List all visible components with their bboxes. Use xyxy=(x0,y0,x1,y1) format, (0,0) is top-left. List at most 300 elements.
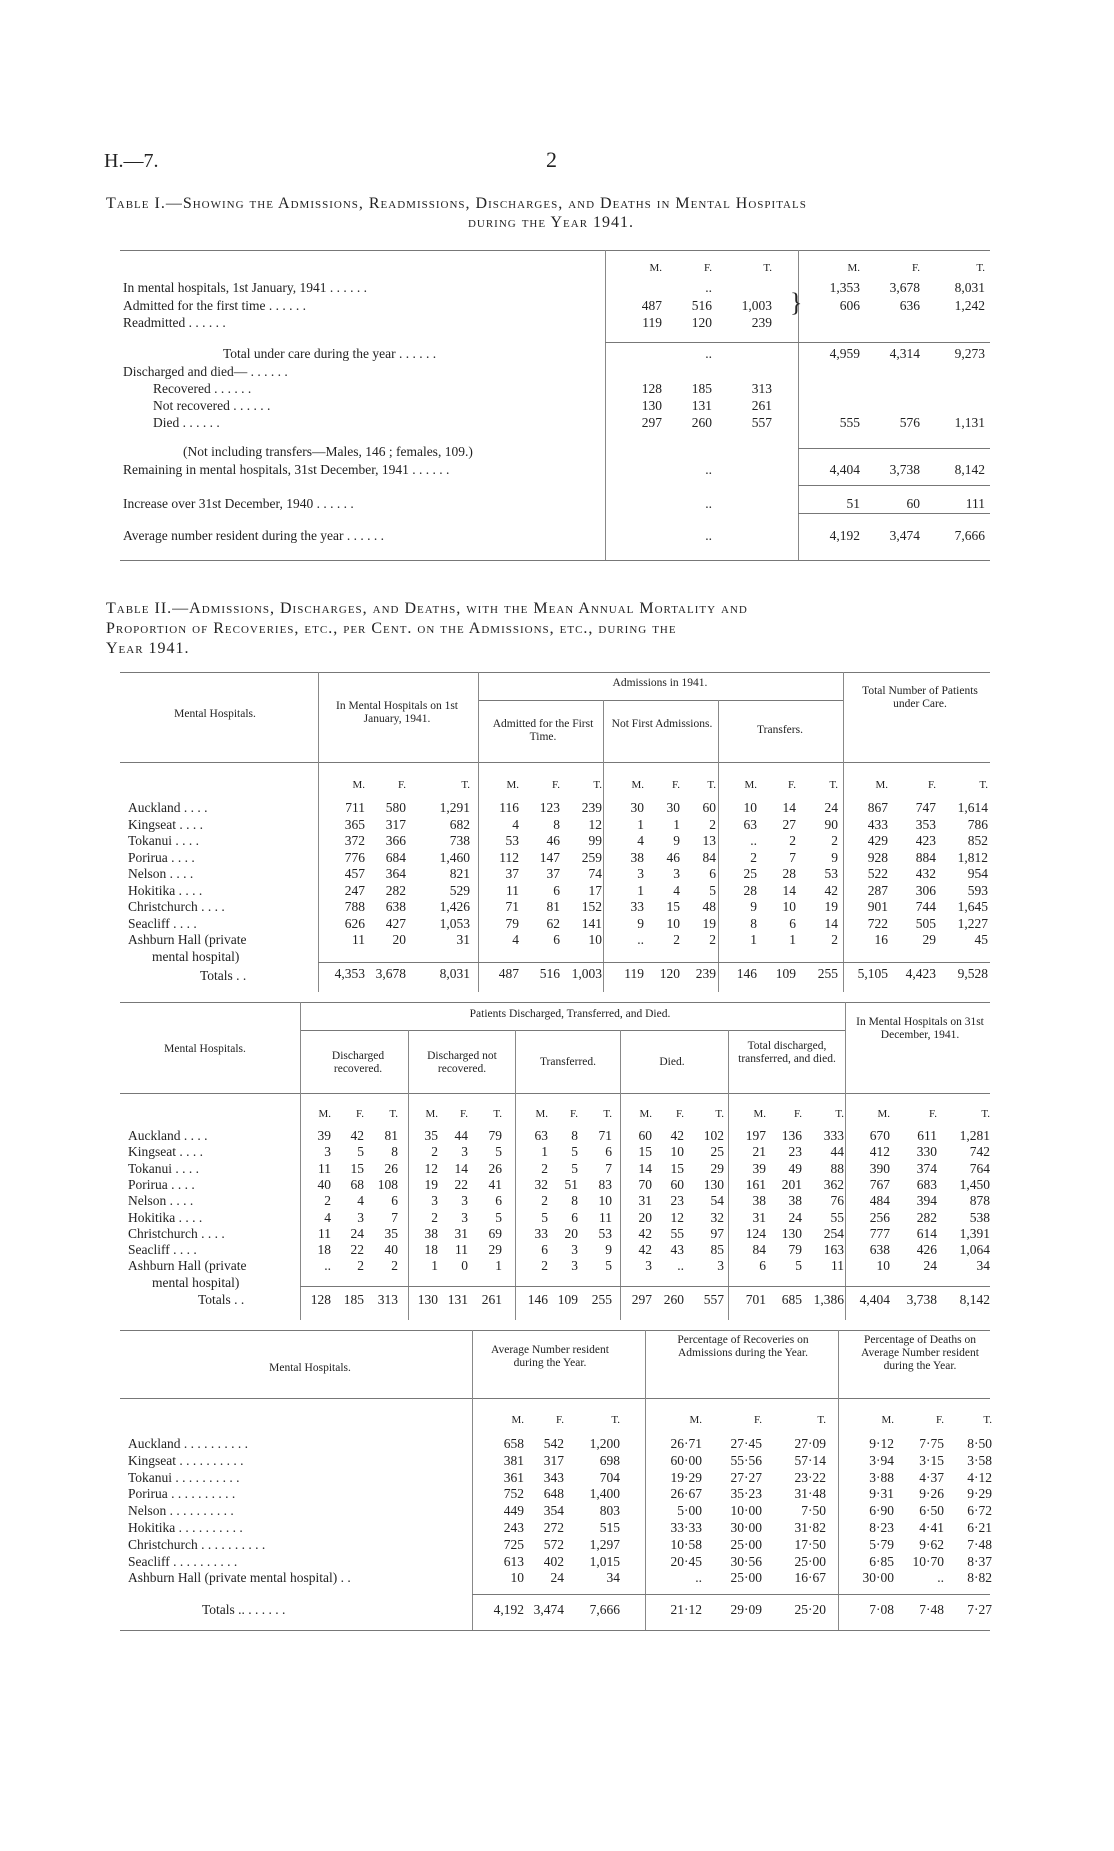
p2-total-cell: 130 xyxy=(417,1292,438,1307)
p2-cell: 11 xyxy=(455,1242,468,1258)
p2-cell: 3 xyxy=(461,1193,468,1209)
p1-cell: 684 xyxy=(385,849,406,865)
p2-cell: 54 xyxy=(710,1193,724,1209)
p1-cell: 4 xyxy=(512,816,519,832)
p2-cell: 130 xyxy=(781,1225,802,1241)
p1-head-notfirst: Not First Admissions. xyxy=(611,718,713,730)
p2-mft: T. xyxy=(389,1108,398,1120)
p1-cell: 884 xyxy=(915,849,936,865)
p2-cell: 19 xyxy=(424,1176,438,1192)
p2-mft: F. xyxy=(929,1108,937,1120)
p2-cell: 5 xyxy=(495,1209,502,1225)
p1-cell: 427 xyxy=(385,915,406,931)
p1-cell: 10 xyxy=(666,915,680,931)
p2-cell: 23 xyxy=(788,1144,802,1160)
p1-mft: M. xyxy=(631,779,644,791)
p2-cell: 742 xyxy=(969,1144,990,1160)
table2-title-3: Year 1941. xyxy=(106,640,190,657)
p1-cell: 2 xyxy=(750,849,757,865)
p1-cell: 10 xyxy=(743,800,757,815)
p1-cell: 48 xyxy=(702,899,716,914)
table1-row-label: Discharged and died— . . . . . . xyxy=(123,364,288,379)
p2-total-cell: 701 xyxy=(745,1292,766,1307)
p3-cell: 613 xyxy=(503,1553,524,1569)
p2-cell: 3 xyxy=(431,1193,438,1209)
p1-cell: 353 xyxy=(915,816,936,832)
p2-mft: F. xyxy=(356,1108,364,1120)
table2-title-2: Proportion of Recoveries, etc., per Cent. on the Admissions, etc., during the xyxy=(106,620,677,637)
p3-cell: 8·82 xyxy=(967,1570,992,1586)
p2-cell: 6 xyxy=(495,1193,502,1209)
p1-head-total: Total Number of Patients under Care. xyxy=(862,685,978,710)
table1-cell: 260 xyxy=(691,415,712,430)
table1-cell: 606 xyxy=(839,298,860,313)
p2-hospital: Kingseat . . . . xyxy=(128,1144,203,1160)
p3-cell: 3·94 xyxy=(869,1452,894,1468)
p2-cell: 33 xyxy=(534,1225,548,1241)
page-ref: H.—7. xyxy=(104,150,159,172)
p1-cell: 99 xyxy=(588,833,602,848)
p2-head-transf: Transferred. xyxy=(539,1056,597,1068)
p2-total-cell: 1,386 xyxy=(813,1292,844,1307)
p2-hospital: Nelson . . . . xyxy=(128,1193,194,1209)
p1-cell: 4 xyxy=(637,833,644,848)
p2-cell: 3 xyxy=(324,1144,331,1160)
p3-cell: 449 xyxy=(503,1503,524,1519)
p2-head-dec: In Mental Hospitals on 31st December, 1941. xyxy=(856,1016,984,1041)
p1-cell: 429 xyxy=(867,833,888,848)
p2-cell: 330 xyxy=(916,1144,937,1160)
p1-total-cell: 239 xyxy=(695,966,716,981)
p2-cell: 97 xyxy=(710,1225,724,1241)
p3-mft: T. xyxy=(817,1414,826,1426)
p2-cell: 6 xyxy=(391,1193,398,1209)
table1-cell: 261 xyxy=(751,398,772,413)
p2-total-cell: 185 xyxy=(343,1292,364,1307)
p1-cell: 2 xyxy=(709,932,716,947)
p1-cell: 901 xyxy=(867,899,888,914)
table1-cell: 313 xyxy=(751,381,772,396)
p1-total-cell: 4,353 xyxy=(334,966,365,981)
p1-cell: 711 xyxy=(345,800,365,815)
p3-cell: 515 xyxy=(599,1520,620,1535)
p3-cell: 752 xyxy=(503,1486,524,1502)
p1-cell: 365 xyxy=(344,816,365,832)
p1-cell: 786 xyxy=(967,816,988,832)
p1-cell: 30 xyxy=(666,800,680,815)
p2-total-cell: 109 xyxy=(557,1292,578,1307)
p2-cell: 60 xyxy=(638,1128,652,1143)
p1-cell: 28 xyxy=(782,866,796,881)
p3-total-cell: 7·48 xyxy=(919,1602,944,1617)
p1-cell: 1 xyxy=(673,816,680,832)
table1-row-label: Recovered . . . . . . xyxy=(153,381,252,396)
p2-cell: 34 xyxy=(976,1258,990,1274)
p1-hospital: mental hospital) xyxy=(152,948,240,964)
p1-cell: 788 xyxy=(344,899,365,914)
p1-cell: 62 xyxy=(546,915,560,931)
p1-total-cell: 119 xyxy=(624,966,644,981)
p1-cell: 522 xyxy=(867,866,888,881)
table1-cell: .. xyxy=(705,462,712,477)
table1-cell: 557 xyxy=(751,415,772,430)
p3-mft: F. xyxy=(936,1414,944,1426)
p3-mft: M. xyxy=(689,1414,702,1426)
p2-cell: 20 xyxy=(564,1225,578,1241)
p3-hospital: Christchurch . . . . . . . . . . xyxy=(128,1536,266,1552)
p3-total-cell: 7,666 xyxy=(589,1602,620,1617)
p2-cell: 24 xyxy=(350,1225,364,1241)
p2-total-cell: 4,404 xyxy=(859,1292,890,1307)
table1-row-label: In mental hospitals, 1st January, 1941 . . . . . . xyxy=(123,280,367,295)
p1-total-cell: 5,105 xyxy=(857,966,888,981)
p2-cell: 1 xyxy=(541,1144,548,1160)
p1-cell: 9 xyxy=(673,833,680,848)
p3-cell: 25·00 xyxy=(730,1570,762,1586)
p1-cell: 2 xyxy=(831,932,838,947)
p2-cell: 22 xyxy=(454,1176,468,1192)
p1-cell: 282 xyxy=(385,882,406,898)
p1-total-cell: 8,031 xyxy=(439,966,470,981)
p2-cell: 3 xyxy=(571,1258,578,1274)
p2-cell: 1,391 xyxy=(959,1225,990,1241)
p2-mft: T. xyxy=(835,1108,844,1120)
p2-cell: 5 xyxy=(571,1144,578,1160)
table1-cell: 1,353 xyxy=(829,280,860,295)
p1-cell: 626 xyxy=(344,915,365,931)
p1-mft: T. xyxy=(593,779,602,791)
p1-cell: 24 xyxy=(824,800,838,815)
p1-cell: 1,812 xyxy=(957,849,988,865)
table1-col-head: M. xyxy=(847,262,860,274)
p3-cell: 25·00 xyxy=(730,1536,762,1552)
p2-cell: 42 xyxy=(670,1128,684,1143)
p1-cell: 1,227 xyxy=(957,915,988,931)
p1-cell: 33 xyxy=(630,899,644,914)
p1-cell: 147 xyxy=(539,849,560,865)
p1-cell: 366 xyxy=(385,833,406,848)
p3-cell: 26·67 xyxy=(670,1486,702,1502)
p1-cell: 529 xyxy=(449,882,470,898)
p2-cell: 102 xyxy=(703,1128,724,1143)
p2-hospital: Auckland . . . . xyxy=(128,1128,208,1143)
p2-cell: 11 xyxy=(599,1209,612,1225)
p1-cell: 9 xyxy=(637,915,644,931)
p1-cell: 9 xyxy=(750,899,757,914)
p1-head-first: Admitted for the First Time. xyxy=(492,718,594,743)
p1-cell: 580 xyxy=(385,800,406,815)
p3-cell: 26·71 xyxy=(670,1436,702,1451)
p2-cell: 88 xyxy=(830,1160,844,1176)
p2-cell: 18 xyxy=(317,1242,331,1258)
p1-total-cell: 487 xyxy=(498,966,519,981)
p3-mft: F. xyxy=(556,1414,564,1426)
p3-cell: 35·23 xyxy=(730,1486,762,1502)
p3-hospital: Ashburn Hall (private mental hospital) . . xyxy=(128,1570,351,1586)
p3-cell: 20·45 xyxy=(670,1553,702,1569)
p2-cell: 53 xyxy=(598,1225,612,1241)
p3-head-rec: Percentage of Recoveries on Admissions during the Year. xyxy=(677,1334,809,1359)
p2-cell: 85 xyxy=(710,1242,724,1258)
p1-cell: 1,645 xyxy=(957,899,988,914)
p3-cell: 5·00 xyxy=(677,1503,702,1519)
p2-total-cell: 8,142 xyxy=(959,1292,990,1307)
p3-cell: 354 xyxy=(543,1503,564,1519)
p2-cell: 161 xyxy=(745,1176,766,1192)
p2-mft: F. xyxy=(460,1108,468,1120)
p3-mft: F. xyxy=(754,1414,762,1426)
p2-head-rec: Discharged recovered. xyxy=(331,1050,385,1075)
p2-cell: 11 xyxy=(831,1258,844,1274)
p3-cell: 9·31 xyxy=(869,1486,894,1502)
p1-cell: 37 xyxy=(505,866,519,881)
p3-total-cell: 25·20 xyxy=(794,1602,826,1617)
p2-cell: 32 xyxy=(710,1209,724,1225)
p1-cell: 954 xyxy=(967,866,988,881)
p2-mft: M. xyxy=(753,1108,766,1120)
p3-hospital: Tokanui . . . . . . . . . . xyxy=(128,1469,240,1485)
p3-cell: 30·00 xyxy=(730,1520,762,1535)
p1-cell: 9 xyxy=(831,849,838,865)
p2-cell: 426 xyxy=(916,1242,937,1258)
p2-cell: 8 xyxy=(571,1128,578,1143)
p1-cell: 46 xyxy=(546,833,560,848)
p3-cell: 6·85 xyxy=(869,1553,894,1569)
p2-cell: 71 xyxy=(598,1128,612,1143)
p3-cell: 9·26 xyxy=(919,1486,944,1502)
p3-cell: 361 xyxy=(503,1469,524,1485)
p3-cell: 10 xyxy=(510,1570,524,1586)
table1-row-label: Total under care during the year . . . . . . xyxy=(223,346,437,361)
p1-head-hospitals: Mental Hospitals. xyxy=(174,708,256,720)
p2-cell: 484 xyxy=(869,1193,890,1209)
table1-col-head: T. xyxy=(763,262,772,274)
p2-cell: 1 xyxy=(431,1258,438,1274)
p2-cell: 25 xyxy=(710,1144,724,1160)
p3-cell: 7·75 xyxy=(919,1436,944,1451)
p3-mft: T. xyxy=(611,1414,620,1426)
p2-cell: 256 xyxy=(869,1209,890,1225)
p2-cell: 51 xyxy=(564,1176,578,1192)
p2-cell: 15 xyxy=(350,1160,364,1176)
p3-hospital: Nelson . . . . . . . . . . xyxy=(128,1503,234,1519)
p1-cell: 287 xyxy=(867,882,888,898)
p1-cell: 10 xyxy=(782,899,796,914)
table1-cell: 3,738 xyxy=(889,462,920,477)
p3-cell: 30·00 xyxy=(862,1570,894,1586)
p1-cell: 6 xyxy=(709,866,716,881)
p3-hospital: Hokitika . . . . . . . . . . xyxy=(128,1520,243,1535)
p3-cell: 1,400 xyxy=(589,1486,620,1502)
table1-cell: 120 xyxy=(691,315,712,330)
p3-total-cell: 7·27 xyxy=(967,1602,992,1617)
p2-cell: 42 xyxy=(638,1225,652,1241)
table1-cell: 7,666 xyxy=(954,528,985,543)
p2-cell: 31 xyxy=(454,1225,468,1241)
table1-title-2: during the Year 1941. xyxy=(467,214,635,231)
p1-cell: 1 xyxy=(789,932,796,947)
table1-cell: 516 xyxy=(691,298,712,313)
p2-cell: 767 xyxy=(869,1176,890,1192)
p3-cell: 3·88 xyxy=(869,1469,894,1485)
p1-head-transfers: Transfers. xyxy=(757,724,803,736)
table1-cell: .. xyxy=(705,346,712,361)
p1-head-jan: In Mental Hospitals on 1st January, 1941. xyxy=(335,700,459,725)
p2-cell: 84 xyxy=(752,1242,766,1258)
p3-cell: 60·00 xyxy=(670,1452,702,1468)
p1-cell: 27 xyxy=(782,816,796,832)
table1-row-label: Not recovered . . . . . . xyxy=(153,398,271,413)
table1-cell: .. xyxy=(705,496,712,511)
p2-cell: 39 xyxy=(752,1160,766,1176)
p2-cell: 24 xyxy=(788,1209,802,1225)
p2-cell: 108 xyxy=(377,1176,398,1192)
p2-cell: 1,450 xyxy=(959,1176,990,1192)
table1-cell: .. xyxy=(705,280,712,295)
p1-cell: 505 xyxy=(915,915,936,931)
p2-cell: 26 xyxy=(384,1160,398,1176)
p1-total-cell: 109 xyxy=(775,966,796,981)
table1-cell: 1,131 xyxy=(954,415,985,430)
p1-cell: 30 xyxy=(630,800,644,815)
p2-totals-label: Totals . . xyxy=(198,1292,245,1307)
p2-total-cell: 260 xyxy=(663,1292,684,1307)
p2-cell: 38 xyxy=(752,1193,766,1209)
p2-cell: 5 xyxy=(795,1258,802,1274)
p3-cell: .. xyxy=(695,1570,702,1586)
p2-cell: 21 xyxy=(752,1144,766,1160)
p1-cell: 2 xyxy=(789,833,796,848)
table1-cell: 3,678 xyxy=(889,280,920,295)
p1-cell: 1,053 xyxy=(439,915,470,931)
p3-cell: 7·48 xyxy=(967,1536,992,1552)
p2-head-died: Died. xyxy=(659,1056,685,1068)
p2-mft: T. xyxy=(715,1108,724,1120)
p1-cell: 14 xyxy=(824,915,838,931)
p3-cell: 27·45 xyxy=(730,1436,762,1451)
p1-cell: 1 xyxy=(750,932,757,947)
p1-cell: 457 xyxy=(344,866,365,881)
p2-cell: 79 xyxy=(488,1128,502,1143)
p1-cell: 928 xyxy=(867,849,888,865)
table1-row-label: Remaining in mental hospitals, 31st December, 1941 . . . . . . xyxy=(123,462,450,477)
p2-cell: 24 xyxy=(923,1258,937,1274)
p3-cell: 1,015 xyxy=(589,1553,620,1569)
p2-mft: F. xyxy=(570,1108,578,1120)
p1-cell: 60 xyxy=(702,800,716,815)
p1-total-cell: 9,528 xyxy=(957,966,988,981)
p2-cell: 5 xyxy=(357,1144,364,1160)
p1-cell: 8 xyxy=(750,915,757,931)
p2-cell: 4 xyxy=(324,1209,331,1225)
p3-cell: 648 xyxy=(543,1486,564,1502)
p2-cell: 15 xyxy=(638,1144,652,1160)
table1-cell: 8,031 xyxy=(954,280,985,295)
p1-cell: 423 xyxy=(915,833,936,848)
p1-cell: 317 xyxy=(385,816,406,832)
p3-cell: 658 xyxy=(503,1436,524,1451)
p1-cell: 7 xyxy=(789,849,796,865)
p2-cell: 7 xyxy=(391,1209,398,1225)
p1-hospital: Tokanui . . . . xyxy=(128,833,200,848)
p3-cell: 9·62 xyxy=(919,1536,944,1552)
table1-cell: 4,404 xyxy=(829,462,860,477)
p1-cell: .. xyxy=(750,833,757,848)
p1-cell: 53 xyxy=(824,866,838,881)
p2-cell: 362 xyxy=(823,1176,844,1192)
p2-hospital: mental hospital) xyxy=(152,1274,240,1290)
table1-cell: 636 xyxy=(899,298,920,313)
p3-hospital: Seacliff . . . . . . . . . . xyxy=(128,1553,238,1569)
p2-cell: 777 xyxy=(869,1225,890,1241)
p1-mft: T. xyxy=(979,779,988,791)
p2-cell: 49 xyxy=(788,1160,802,1176)
p3-cell: 572 xyxy=(543,1536,564,1552)
p1-cell: 10 xyxy=(588,932,602,947)
p1-hospital: Porirua . . . . xyxy=(128,849,195,865)
p1-cell: 239 xyxy=(581,800,602,815)
p3-cell: 10·58 xyxy=(670,1536,702,1552)
p1-cell: 1,460 xyxy=(439,849,470,865)
p2-cell: 2 xyxy=(324,1193,331,1209)
p2-cell: 29 xyxy=(488,1242,502,1258)
p1-cell: 364 xyxy=(385,866,406,881)
p2-cell: 15 xyxy=(670,1160,684,1176)
p3-cell: 8·50 xyxy=(967,1436,992,1451)
p2-cell: 35 xyxy=(424,1128,438,1143)
p2-cell: 130 xyxy=(703,1176,724,1192)
p2-cell: 3 xyxy=(461,1144,468,1160)
p2-mft: M. xyxy=(877,1108,890,1120)
p1-cell: 42 xyxy=(824,882,838,898)
p3-cell: 34 xyxy=(606,1570,620,1586)
p2-head-total: Total discharged, transferred, and died. xyxy=(738,1040,836,1065)
p3-cell: 6·21 xyxy=(967,1520,992,1535)
p1-cell: 433 xyxy=(867,816,888,832)
p2-cell: 611 xyxy=(917,1128,937,1143)
p3-total-cell: 4,192 xyxy=(493,1602,524,1617)
p2-cell: 44 xyxy=(454,1128,468,1143)
table1-row-label: Increase over 31st December, 1940 . . . . . . xyxy=(123,496,354,511)
p1-cell: 4 xyxy=(673,882,680,898)
p3-cell: 8·23 xyxy=(869,1520,894,1535)
p2-cell: 31 xyxy=(752,1209,766,1225)
p2-cell: 5 xyxy=(541,1209,548,1225)
p1-cell: 1 xyxy=(637,816,644,832)
p2-cell: 81 xyxy=(384,1128,398,1143)
p1-hospital: Kingseat . . . . xyxy=(128,816,203,832)
p2-mft: F. xyxy=(794,1108,802,1120)
p2-cell: 41 xyxy=(488,1176,502,1192)
p2-total-cell: 131 xyxy=(447,1292,468,1307)
p2-cell: 394 xyxy=(916,1193,937,1209)
p3-cell: 6·50 xyxy=(919,1503,944,1519)
p1-hospital: Ashburn Hall (private xyxy=(128,932,247,947)
p2-cell: 23 xyxy=(670,1193,684,1209)
p3-cell: 402 xyxy=(543,1553,564,1569)
p1-total-cell: 4,423 xyxy=(905,966,936,981)
p1-head-adm: Admissions in 1941. xyxy=(612,677,708,689)
p1-cell: 6 xyxy=(553,932,560,947)
p2-cell: 254 xyxy=(823,1225,844,1241)
p2-cell: 6 xyxy=(759,1258,766,1274)
p1-cell: 71 xyxy=(505,899,519,914)
p1-cell: 1,614 xyxy=(957,800,988,815)
p1-mft: F. xyxy=(788,779,796,791)
p1-cell: 8 xyxy=(553,816,560,832)
table1-cell: 185 xyxy=(691,381,712,396)
p1-mft: T. xyxy=(461,779,470,791)
